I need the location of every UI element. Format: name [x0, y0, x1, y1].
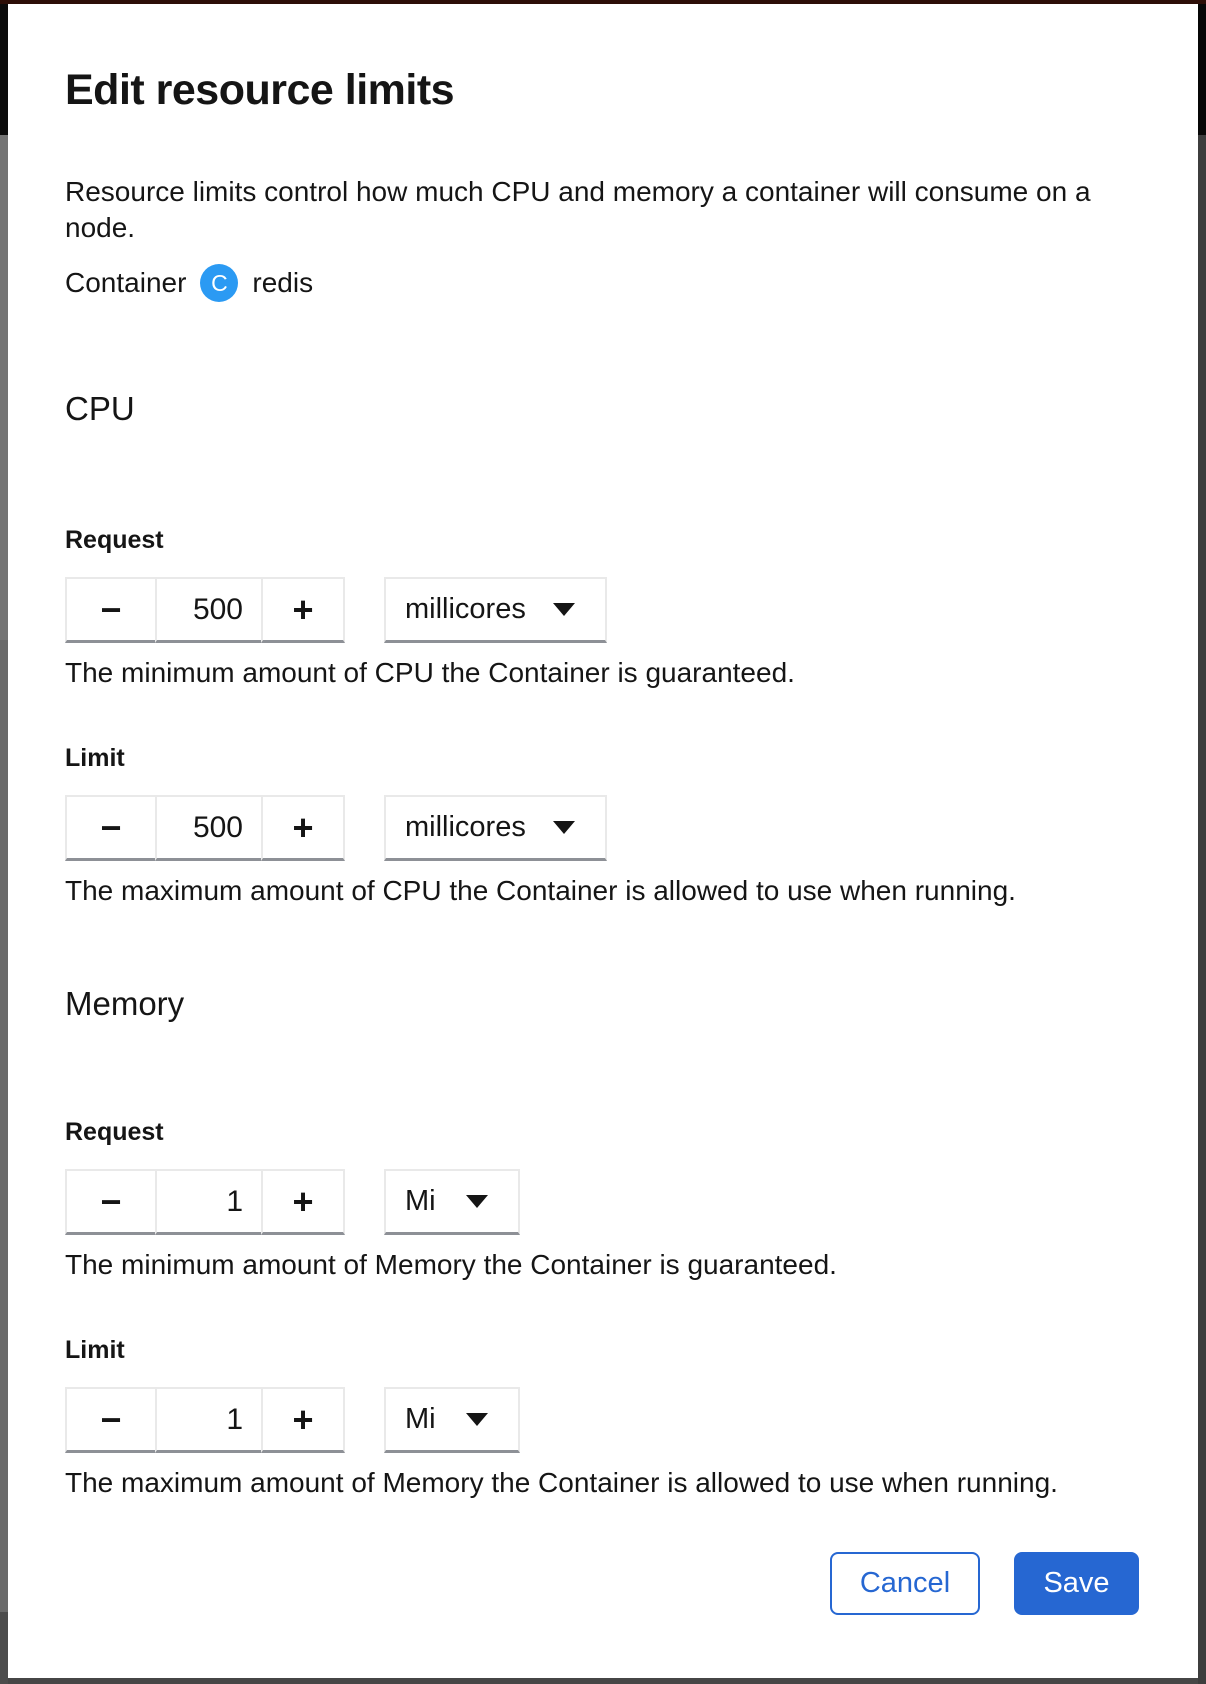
- memory-limit-unit-select[interactable]: [384, 1387, 520, 1453]
- memory-request-field: [65, 1116, 1145, 1283]
- save-button[interactable]: Save: [1014, 1552, 1139, 1615]
- backdrop-bottom-strip: [8, 1678, 1198, 1684]
- cpu-request-help-text: The minimum amount of CPU the Container is guaranteed.: [65, 657, 795, 688]
- memory-request-help-text: The minimum amount of Memory the Container is guaranteed.: [65, 1249, 837, 1280]
- cpu-request-value-input[interactable]: [155, 577, 263, 643]
- cpu-section-heading: CPU: [65, 390, 135, 427]
- memory-request-increment-button[interactable]: +: [261, 1169, 345, 1235]
- edit-resource-limits-modal: [8, 4, 1198, 1678]
- cpu-limit-value-input[interactable]: [155, 795, 263, 861]
- chevron-down-icon: [466, 1413, 488, 1426]
- memory-limit-number-spinner: [65, 1387, 345, 1453]
- memory-limit-decrement-button[interactable]: −: [65, 1387, 157, 1453]
- cpu-limit-number-spinner: [65, 795, 345, 861]
- memory-limit-help-text: The maximum amount of Memory the Container is allowed to use when running.: [65, 1467, 1058, 1498]
- container-label: Container: [65, 267, 187, 298]
- container-name: redis: [252, 267, 314, 298]
- backdrop-left-strip: [0, 135, 8, 640]
- chevron-down-icon: [553, 603, 575, 616]
- cpu-limit-field: [65, 742, 1145, 909]
- backdrop-left-strip: [0, 640, 8, 1612]
- memory-limit-value-input[interactable]: [155, 1387, 263, 1453]
- cpu-request-unit-value: millicores: [405, 593, 526, 625]
- modal-title: Edit resource limits: [65, 66, 455, 114]
- cpu-request-decrement-button[interactable]: −: [65, 577, 157, 643]
- memory-request-decrement-button[interactable]: −: [65, 1169, 157, 1235]
- chevron-down-icon: [553, 821, 575, 834]
- memory-limit-increment-button[interactable]: +: [261, 1387, 345, 1453]
- cpu-request-field: [65, 524, 1145, 691]
- cpu-limit-unit-select[interactable]: [384, 795, 607, 861]
- memory-limit-label: Limit: [65, 1336, 125, 1364]
- cpu-limit-help-text: The maximum amount of CPU the Container is allowed to use when running.: [65, 875, 1016, 906]
- cpu-limit-decrement-button[interactable]: −: [65, 795, 157, 861]
- backdrop-right-strip: [1198, 4, 1206, 135]
- cpu-limit-unit-value: millicores: [405, 811, 526, 843]
- memory-request-label: Request: [65, 1118, 164, 1146]
- cpu-request-increment-button[interactable]: +: [261, 577, 345, 643]
- container-resource-icon: C: [200, 264, 238, 302]
- backdrop-left-strip: [0, 4, 8, 135]
- cpu-limit-increment-button[interactable]: +: [261, 795, 345, 861]
- backdrop-right-strip: [1198, 135, 1206, 1684]
- chevron-down-icon: [466, 1195, 488, 1208]
- container-row: [65, 264, 313, 302]
- cpu-request-number-spinner: [65, 577, 345, 643]
- memory-request-unit-select[interactable]: [384, 1169, 520, 1235]
- cpu-request-label: Request: [65, 526, 164, 554]
- memory-limit-field: [65, 1334, 1145, 1501]
- memory-request-value-input[interactable]: [155, 1169, 263, 1235]
- modal-description: Resource limits control how much CPU and memory a container will consume on a node.: [65, 176, 1091, 243]
- cpu-request-unit-select[interactable]: [384, 577, 607, 643]
- cancel-button[interactable]: Cancel: [830, 1552, 980, 1615]
- memory-section-heading: Memory: [65, 985, 185, 1022]
- backdrop-left-strip: [0, 1612, 8, 1684]
- cpu-limit-label: Limit: [65, 744, 125, 772]
- memory-limit-unit-value: Mi: [405, 1403, 436, 1435]
- memory-request-number-spinner: [65, 1169, 345, 1235]
- memory-request-unit-value: Mi: [405, 1185, 436, 1217]
